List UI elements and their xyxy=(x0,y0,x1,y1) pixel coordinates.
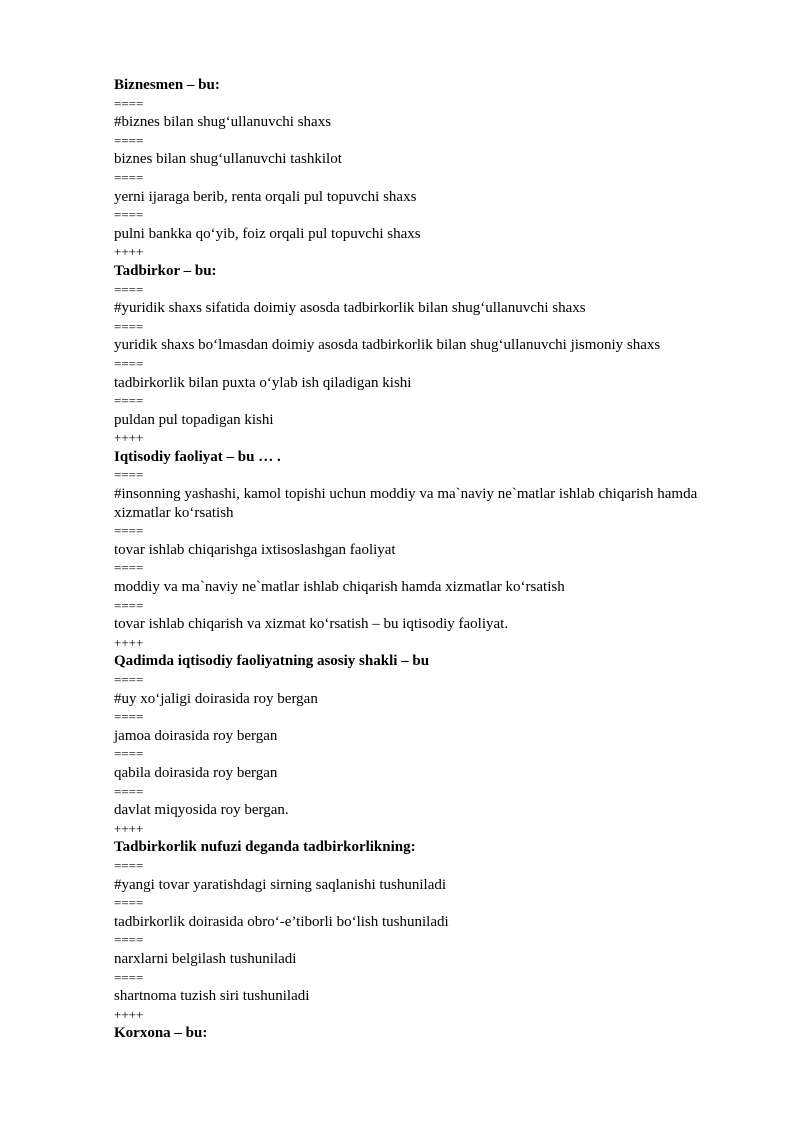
option-separator: ==== xyxy=(114,709,144,725)
answer-option: tovar ishlab chiqarishga ixtisoslashgan faoliyat xyxy=(114,541,396,558)
option-separator: ==== xyxy=(114,281,144,297)
answer-option: narxlarni belgilash tushuniladi xyxy=(114,950,297,967)
answer-option: jamoa doirasida roy bergan xyxy=(114,727,278,744)
question-separator: ++++ xyxy=(114,820,144,836)
option-separator: ==== xyxy=(114,672,144,687)
option-separator: ==== xyxy=(114,467,144,483)
answer-option: shartnoma tuzish siri tushuniladi xyxy=(114,988,310,1005)
answer-option: #insonning yashashi, kamol topishi uchun moddiy va ma`naviy ne`matlar ishlab chiqarish hamda xizmatlar ko‘rsatish xyxy=(114,486,698,521)
answer-option: puldan pul topadigan kishi xyxy=(114,411,274,428)
question-title: Iqtisodiy faoliyat – bu … . xyxy=(114,448,281,465)
answer-option: tadbirkorlik bilan puxta o‘ylab ish qiladigan kishi xyxy=(114,374,412,391)
question-block xyxy=(114,652,754,838)
question-block xyxy=(114,448,754,653)
answer-option: #biznes bilan shug‘ullanuvchi shaxs xyxy=(114,114,332,131)
answer-option: yerni ijaraga berib, renta orqali pul topuvchi shaxs xyxy=(114,188,417,205)
option-separator: ==== xyxy=(114,355,144,371)
question-separator: ++++ xyxy=(114,430,144,446)
answer-option: qabila doirasida roy bergan xyxy=(114,764,278,781)
option-separator: ==== xyxy=(114,523,144,539)
option-separator: ==== xyxy=(114,597,144,613)
option-separator: ==== xyxy=(114,746,144,762)
question-title: Tadbirkorlik nufuzi deganda tadbirkorlikning: xyxy=(114,839,416,856)
option-separator: ==== xyxy=(114,207,144,223)
answer-option: tadbirkorlik doirasida obro‘-e’tiborli bo‘lish tushuniladi xyxy=(114,913,449,930)
answer-option: davlat miqyosida roy bergan. xyxy=(114,802,289,819)
question-title: Qadimda iqtisodiy faoliyatning asosiy shakli – bu xyxy=(114,653,430,670)
option-separator: ==== xyxy=(114,169,144,185)
option-separator: ==== xyxy=(114,783,144,799)
option-separator: ==== xyxy=(114,895,144,911)
answer-option: #uy xo‘jaligi doirasida roy bergan xyxy=(114,690,318,707)
answer-option: yuridik shaxs bo‘lmasdan doimiy asosda tadbirkorlik bilan shug‘ullanuvchi jismoniy shaxs xyxy=(114,337,661,354)
option-separator: ==== xyxy=(114,560,144,576)
option-separator: ==== xyxy=(114,132,144,148)
question-block xyxy=(114,262,754,448)
question-title: Korxona – bu: xyxy=(114,1025,208,1042)
option-separator: ==== xyxy=(114,95,144,111)
option-separator: ==== xyxy=(114,857,144,873)
answer-option: tovar ishlab chiqarish va xizmat ko‘rsatish – bu iqtisodiy faoliyat. xyxy=(114,616,509,633)
question-separator: ++++ xyxy=(114,634,144,650)
answer-option: #yuridik shaxs sifatida doimiy asosda tadbirkorlik bilan shug‘ullanuvchi shaxs xyxy=(114,300,586,317)
option-separator: ==== xyxy=(114,969,144,985)
option-separator: ==== xyxy=(114,318,144,334)
question-separator: ++++ xyxy=(114,244,144,260)
question-block xyxy=(114,76,754,262)
question-title: Tadbirkor – bu: xyxy=(114,262,217,279)
question-separator: ++++ xyxy=(114,1006,144,1022)
answer-option: moddiy va ma`naviy ne`matlar ishlab chiqarish hamda xizmatlar ko‘rsatish xyxy=(114,579,565,596)
document-page xyxy=(114,76,754,1043)
option-separator: ==== xyxy=(114,932,144,948)
answer-option: #yangi tovar yaratishdagi sirning saqlanishi tushuniladi xyxy=(114,876,447,893)
answer-option: biznes bilan shug‘ullanuvchi tashkilot xyxy=(114,151,342,168)
question-title: Biznesmen – bu: xyxy=(114,77,220,93)
question-block xyxy=(114,838,754,1024)
option-separator: ==== xyxy=(114,393,144,409)
answer-option: pulni bankka qo‘yib, foiz orqali pul topuvchi shaxs xyxy=(114,225,421,242)
